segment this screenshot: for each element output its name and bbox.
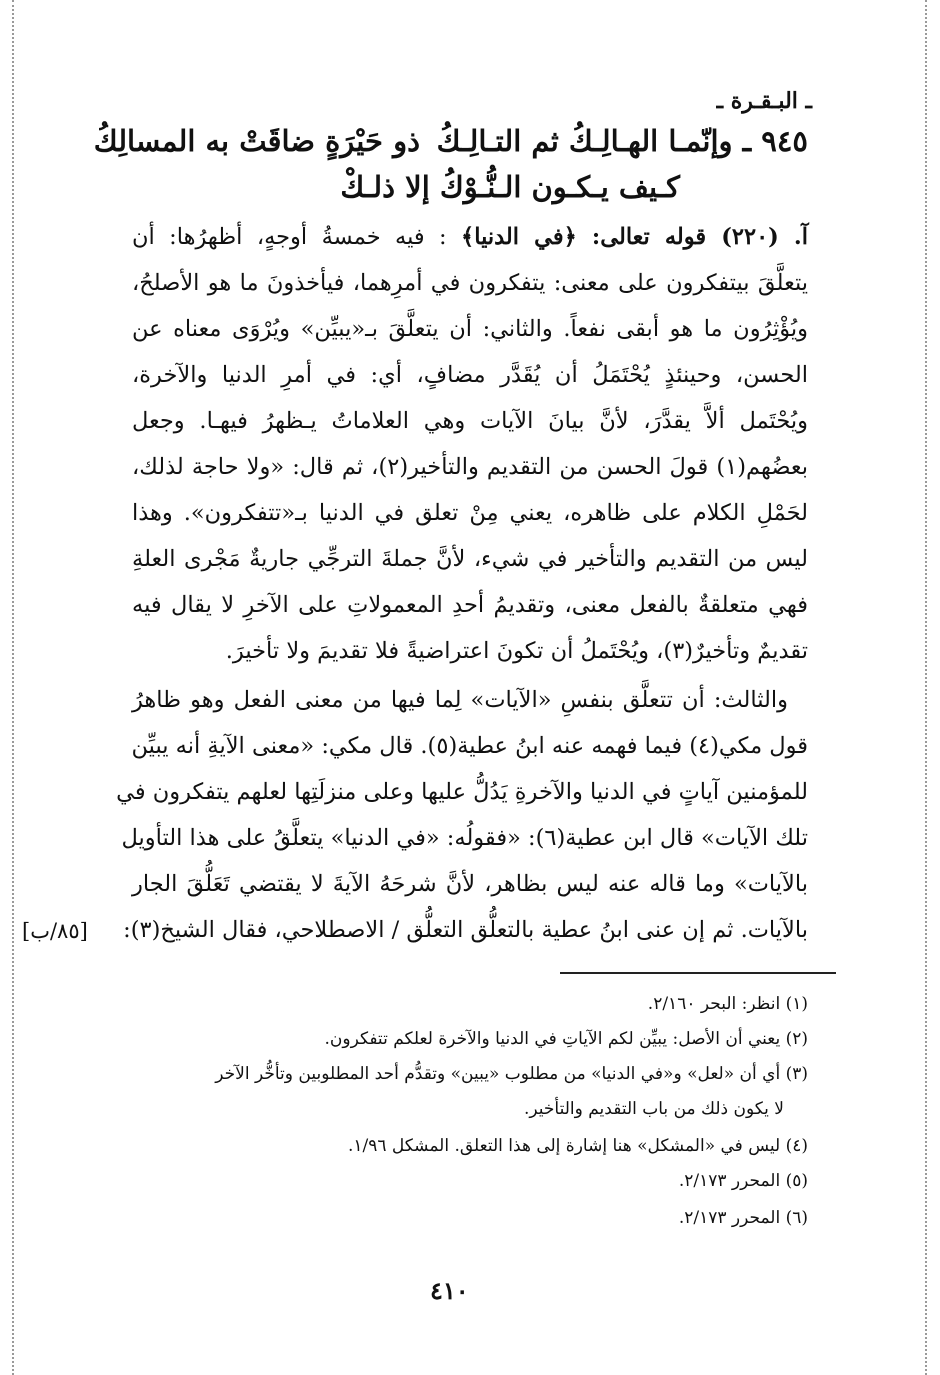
footnote-separator (560, 972, 836, 974)
body-lead: آ. (٢٢٠) قوله تعالى: ﴿في الدنيا﴾ (461, 224, 808, 250)
right-dotted-border (925, 0, 927, 1375)
body-line: تقديمٌ وتأخيرٌ(٣)، ويُحْتَملُ أن تكونَ اعتراضيةً فلا تقديمَ ولا تأخيرَ. (225, 638, 808, 664)
left-dotted-border (12, 0, 14, 1375)
body-line: والثالث: أن تتعلَّق بنفسِ «الآيات» لِما فيها من معنى الفعل وهو ظاهرُ (132, 687, 788, 713)
body-line: بالآيات» وما قاله عنه ليس بظاهر، لأنَّ شرحَهُ الآيةَ لا يقتضي تَعَلُّقَ الجار (132, 871, 808, 897)
body-line: بعضُهم(١) قولَ الحسن من التقديم والتأخير(٢)، ثم قال: «ولا حاجة لذلك، (132, 454, 808, 480)
verse-hemistich-first: ٩٤٥ ـ وإنّمـا الهـالِـكُ ثم التـالِـكُ (436, 124, 808, 158)
body-line: يتعلَّقَ بيتفكرون على معنى: يتفكرون في أمرِهما، فيأخذونَ ما هو الأصلحُ، (132, 270, 808, 296)
margin-folio-note: [٨٥/ب] (22, 919, 88, 943)
body-line: الحسن، وحينئذٍ يُحْتَمَلُ أن يُقَدَّر مضافٍ، أي: في أمرِ الدنيا والآخرة، (132, 362, 808, 388)
body-text: : فيه خمسةُ أوجهٍ، أظهرُها: أن (132, 224, 447, 250)
verse-hemistich-second: ذو حَيْرَةٍ ضاقَتْ به المسالِكُ (93, 124, 420, 158)
footnote: (٤) ليس في «المشكل» هنا إشارة إلى هذا التعلق. المشكل ١/٩٦. (347, 1136, 808, 1156)
footnote: (٦) المحرر ٢/١٧٣. (678, 1208, 808, 1228)
body-line: بالآيات. ثم إن عنى ابنُ عطية بالتعلُّق التعلُّق / الاصطلاحي، فقال الشيخ(٣): (123, 917, 808, 943)
body-line: ويُؤْثِرُون ما هو أبقى نفعاً. والثاني: أن يتعلَّقَ بـ«يبيِّن» ويُرْوَى معناه عن (132, 316, 808, 342)
footnote: (٣) أي أن «لعل» و«في الدنيا» من مطلوب «يبين» وتقدُّم أحد المطلوبين وتأخُّر الآخر (215, 1064, 808, 1084)
footnote: (١) انظر: البحر ٢/١٦٠. (647, 994, 808, 1014)
body-line (132, 222, 808, 252)
body-line: للمؤمنين آياتٍ في الدنيا والآخرةِ يَدُلُّ عليها وعلى منزلَتِها لعلهم يتفكرون في (116, 779, 808, 805)
verse-line-two: كـيف يـكـون الـنُّـوْكُ إلا ذلـكْ (340, 170, 680, 204)
body-line: فهي متعلقةٌ بالفعل معنى، وتقديمُ أحدِ المعمولاتِ على الآخرِ لا يقال فيه (132, 592, 808, 618)
running-header: ـ البـقـرة ـ (716, 88, 812, 114)
footnote: (٢) يعني أن الأصل: يبيِّن لكم الآياتِ في الدنيا والآخرة لعلكم تتفكرون. (324, 1029, 808, 1049)
body-line: قول مكي(٤) فيما فهمه عنه ابنُ عطية(٥). قال مكي: «معنى الآيةِ أنه يبيِّن (131, 733, 808, 759)
body-line: ليس من التقديم والتأخير في شيء، لأنَّ جملةَ الترجِّي جاريةٌ مَجْرى العلةِ (132, 546, 808, 572)
body-line: لحَمْلِ الكلام على ظاهره، يعني مِنْ تعلق في الدنيا بـ«تتفكرون». وهذا (132, 500, 808, 526)
body-line: ويُحْتَمل ألاَّ يقدَّرَ، لأنَّ بيانَ الآيات وهي العلاماتُ يـظهرُ فيهـا. وجعل (132, 408, 808, 434)
footnote: (٥) المحرر ٢/١٧٣. (678, 1171, 808, 1191)
page-number: ٤١٠ (430, 1276, 469, 1305)
body-line: تلك الآيات» قال ابن عطية(٦): «فقولُه: «في الدنيا» يتعلَّقُ على هذا التأويل (121, 825, 808, 851)
footnote-continuation: لا يكون ذلك من باب التقديم والتأخير. (524, 1099, 784, 1119)
